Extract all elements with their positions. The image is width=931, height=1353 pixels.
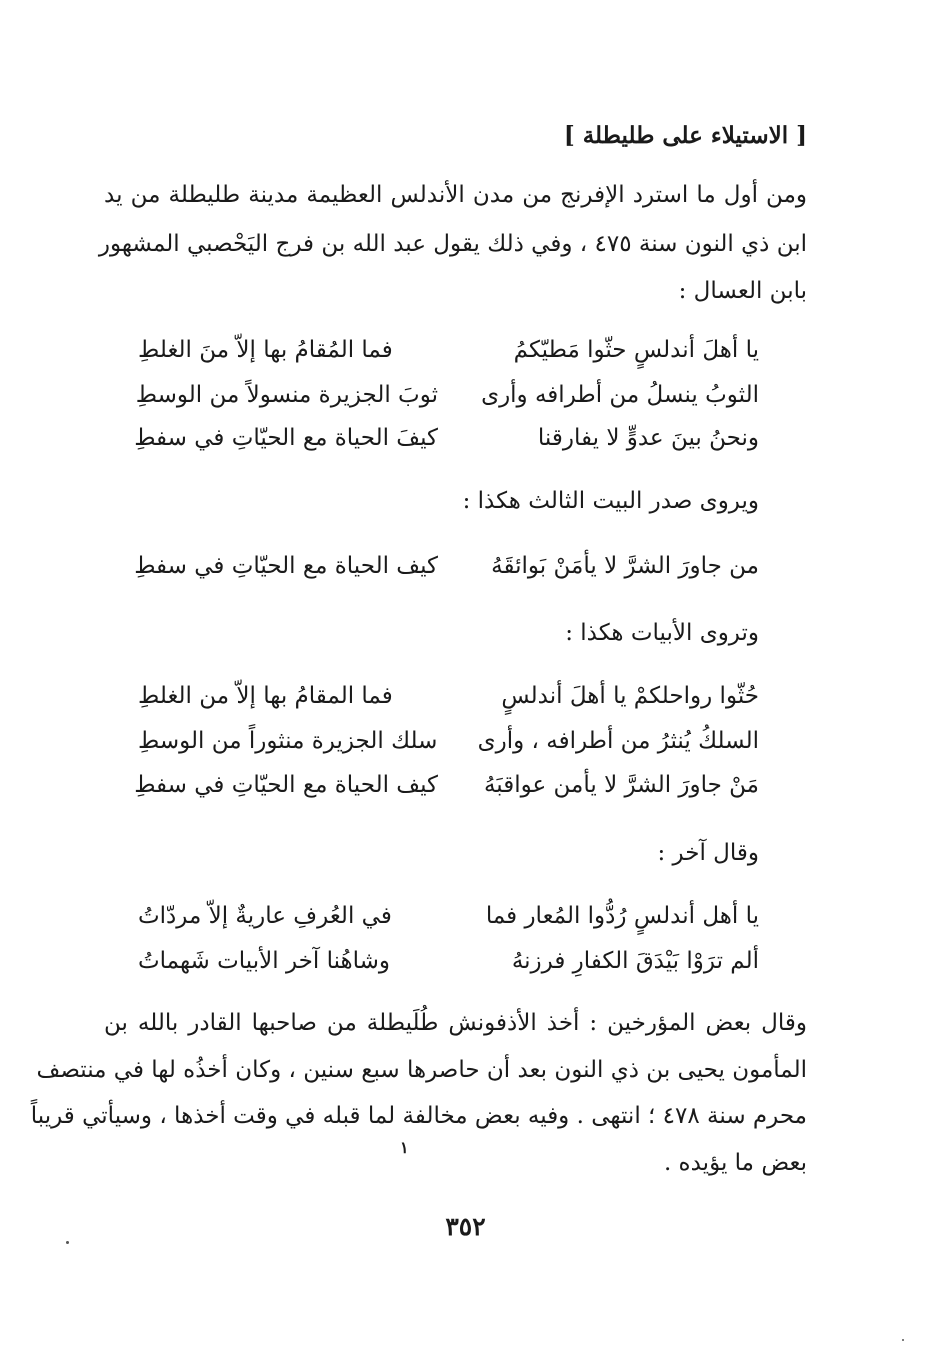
intro-variant-line: ويروى صدر البيت الثالث هكذا :: [462, 488, 759, 514]
paragraph2-line-4: بعض ما يؤيده .: [663, 1150, 807, 1176]
poem3-verse3-second: كيف الحياة مع الحيّاتِ في سفطِ: [134, 772, 438, 798]
poem1-verse1-first: يا أهلَ أندلسٍ حثّوا مَطيّكمُ: [513, 337, 759, 363]
footnote-marker: ١: [400, 1138, 409, 1157]
paragraph2-line-2: المأمون يحيى بن ذي النون بعد أن حاصرها سبع سنين ، وكان أخذُه لها في منتصف: [36, 1057, 807, 1083]
poem2-verse1-first: من جاورَ الشرَّ لا يأمَنْ بَوائقَهُ: [491, 553, 759, 579]
poem1-verse3-second: كيفَ الحياة مع الحيّاتِ في سفطِ: [134, 425, 438, 451]
paragraph2-line-1: وقال بعض المؤرخين : أخذ الأذفونش طُلَيطلة من صاحبها القادر بالله بن: [104, 1010, 807, 1036]
paragraph1-line-1: ومن أول ما استرد الإفرنج من مدن الأندلس العظيمة مدينة طليطلة من يد: [104, 182, 807, 208]
poem1-verse3-first: ونحنُ بينَ عدوٍّ لا يفارقنا: [537, 425, 759, 451]
poem3-verse1-first: حُثّوا رواحلكمْ يا أهلَ أندلسٍ: [501, 683, 759, 709]
poem4-verse1-first: يا أهل أندلسٍ رُدُّوا المُعار فما: [485, 903, 759, 929]
page-number: ٣٥٢: [445, 1212, 486, 1241]
poem4-verse2-first: ألم ترَوْا بَيْدَقَ الكفارِ فرزنهُ: [511, 948, 759, 974]
paragraph1-line-3: بابن العسال :: [678, 278, 807, 304]
poem4-verse2-second: وشاهُنا آخر الأبيات شَهماتُ: [138, 948, 391, 974]
section-heading: [ الاستيلاء على طليطلة ]: [563, 122, 807, 149]
poem1-verse1-second: فما المُقامُ بها إلاّ منَ الغلطِ: [138, 337, 393, 363]
scan-speck: [902, 1339, 904, 1341]
poem2-verse1-second: كيف الحياة مع الحيّاتِ في سفطِ: [134, 553, 438, 579]
poem3-verse2-second: سلك الجزيرة منثوراً من الوسطِ: [138, 728, 438, 754]
paragraph2-line-3: محرم سنة ٤٧٨ ؛ انتهى . وفيه بعض مخالفة لما قبله في وقت أخذها ، وسيأتي قريباً: [30, 1103, 807, 1129]
scan-speck: [66, 1241, 69, 1244]
poem1-verse2-second: ثوبَ الجزيرة منسولاً من الوسطِ: [135, 382, 438, 408]
paragraph1-line-2: ابن ذي النون سنة ٤٧٥ ، وفي ذلك يقول عبد الله بن فرج اليَحْصبي المشهور: [98, 231, 807, 257]
poem4-verse1-second: في العُرفِ عاريةٌ إلاّ مردّاتُ: [138, 903, 392, 929]
poem3-verse1-second: فما المقامُ بها إلاّ من الغلطِ: [138, 683, 393, 709]
poem3-verse2-first: السلكُ يُنثرُ من أطرافه ، وأرى: [477, 728, 759, 754]
intro-variant-verses: وتروى الأبيات هكذا :: [565, 620, 759, 646]
intro-another-poet: وقال آخر :: [657, 840, 759, 866]
poem1-verse2-first: الثوبُ ينسلُ من أطرافه وأرى: [481, 382, 759, 408]
poem3-verse3-first: مَنْ جاورَ الشرَّ لا يأمن عواقبَهُ: [483, 772, 759, 798]
